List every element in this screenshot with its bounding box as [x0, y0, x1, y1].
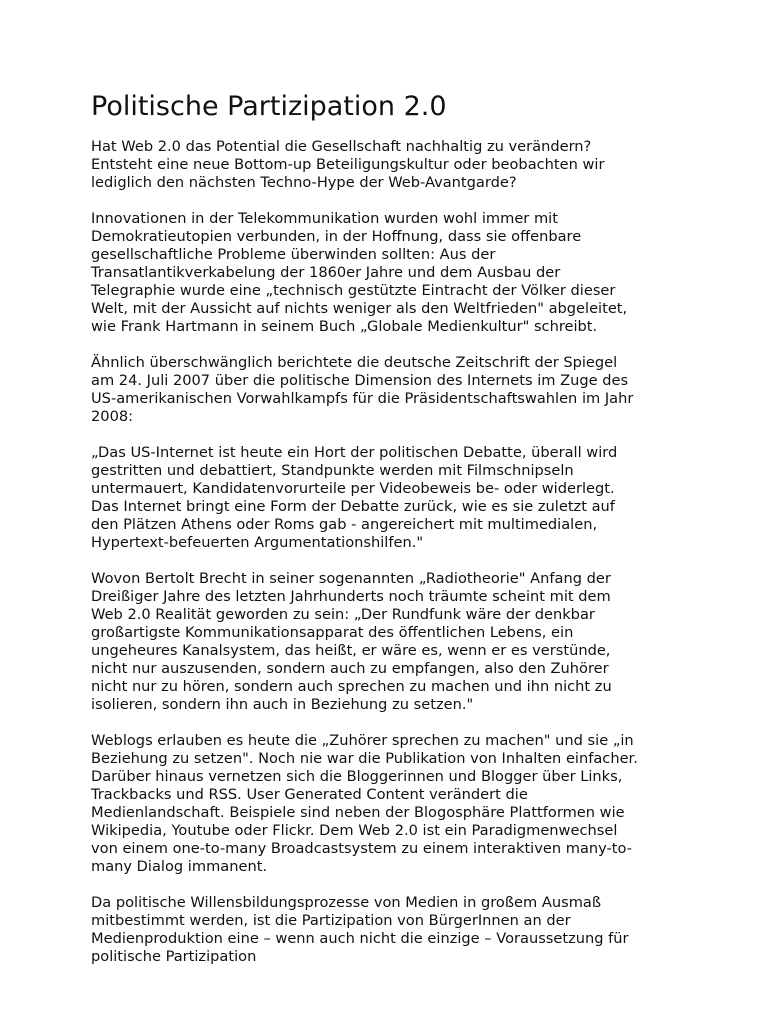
document-body	[91, 138, 691, 966]
text-line: Medienlandschaft. Beispiele sind neben der Blogosphäre Plattformen wie	[91, 804, 625, 821]
paragraph	[91, 354, 691, 426]
paragraph	[91, 894, 691, 966]
text-line: gesellschaftliche Probleme überwinden sollten: Aus der	[91, 246, 496, 263]
paragraph	[91, 570, 691, 714]
document-page	[91, 92, 691, 984]
text-line: Ähnlich überschwänglich berichtete die deutsche Zeitschrift der Spiegel	[91, 354, 618, 371]
text-line: den Plätzen Athens oder Roms gab - angereichert mit multimedialen,	[91, 516, 598, 533]
text-line: Hypertext-befeuerten Argumentationshilfen."	[91, 534, 424, 551]
text-line: politische Partizipation	[91, 948, 257, 965]
text-line: gestritten und debattiert, Standpunkte werden mit Filmschnipseln	[91, 462, 574, 479]
text-line: Telegraphie wurde eine „technisch gestützte Eintracht der Völker dieser	[91, 282, 616, 299]
paragraph	[91, 210, 691, 336]
text-line: Entsteht eine neue Bottom-up Beteiligungskultur oder beobachten wir	[91, 156, 605, 173]
text-line: Weblogs erlauben es heute die „Zuhörer sprechen zu machen" und sie „in	[91, 732, 634, 749]
text-line: Wovon Bertolt Brecht in seiner sogenannten „Radiotheorie" Anfang der	[91, 570, 611, 587]
text-line: Welt, mit der Aussicht auf nichts weniger als den Weltfrieden" abgeleitet,	[91, 300, 628, 317]
paragraph	[91, 138, 691, 192]
text-line: wie Frank Hartmann in seinem Buch „Globale Medienkultur" schreibt.	[91, 318, 598, 335]
text-line: many Dialog immanent.	[91, 858, 268, 875]
text-line: mitbestimmt werden, ist die Partizipation von BürgerInnen an der	[91, 912, 571, 929]
text-line: US-amerikanischen Vorwahlkampfs für die Präsidentschaftswahlen im Jahr	[91, 390, 634, 407]
text-line: Darüber hinaus vernetzen sich die Bloggerinnen und Blogger über Links,	[91, 768, 623, 785]
text-line: Wikipedia, Youtube oder Flickr. Dem Web 2.0 ist ein Paradigmenwechsel	[91, 822, 618, 839]
text-line: großartigste Kommunikationsapparat des öffentlichen Lebens, ein	[91, 624, 574, 641]
text-line: Medienproduktion eine – wenn auch nicht die einzige – Voraussetzung für	[91, 930, 629, 947]
text-line: Das Internet bringt eine Form der Debatte zurück, wie es sie zuletzt auf	[91, 498, 615, 515]
paragraph	[91, 732, 691, 876]
text-line: Hat Web 2.0 das Potential die Gesellschaft nachhaltig zu verändern?	[91, 138, 592, 155]
text-line: lediglich den nächsten Techno-Hype der Web-Avantgarde?	[91, 174, 517, 191]
text-line: untermauert, Kandidatenvorurteile per Videobeweis be- oder widerlegt.	[91, 480, 615, 497]
text-line: nicht nur auszusenden, sondern auch zu empfangen, also den Zuhörer	[91, 660, 609, 677]
text-line: 2008:	[91, 408, 134, 425]
text-line: Beziehung zu setzen". Noch nie war die Publikation von Inhalten einfacher.	[91, 750, 638, 767]
paragraph	[91, 444, 691, 552]
text-line: „Das US-Internet ist heute ein Hort der politischen Debatte, überall wird	[91, 444, 618, 461]
text-line: Innovationen in der Telekommunikation wurden wohl immer mit	[91, 210, 558, 227]
text-line: nicht nur zu hören, sondern auch sprechen zu machen und ihn nicht zu	[91, 678, 612, 695]
text-line: Transatlantikverkabelung der 1860er Jahre und dem Ausbau der	[91, 264, 561, 281]
text-line: am 24. Juli 2007 über die politische Dimension des Internets im Zuge des	[91, 372, 629, 389]
text-line: Dreißiger Jahre des letzten Jahrhunderts noch träumte scheint mit dem	[91, 588, 611, 605]
text-line: isolieren, sondern ihn auch in Beziehung zu setzen."	[91, 696, 474, 713]
text-line: von einem one-to-many Broadcastsystem zu einem interaktiven many-to-	[91, 840, 632, 857]
text-line: ungeheures Kanalsystem, das heißt, er wäre es, wenn er es verstünde,	[91, 642, 611, 659]
text-line: Web 2.0 Realität geworden zu sein: „Der Rundfunk wäre der denkbar	[91, 606, 595, 623]
document-title: Politische Partizipation 2.0	[91, 91, 447, 122]
text-line: Da politische Willensbildungsprozesse von Medien in großem Ausmaß	[91, 894, 602, 911]
text-line: Demokratieutopien verbunden, in der Hoffnung, dass sie offenbare	[91, 228, 582, 245]
text-line: Trackbacks und RSS. User Generated Content verändert die	[91, 786, 528, 803]
